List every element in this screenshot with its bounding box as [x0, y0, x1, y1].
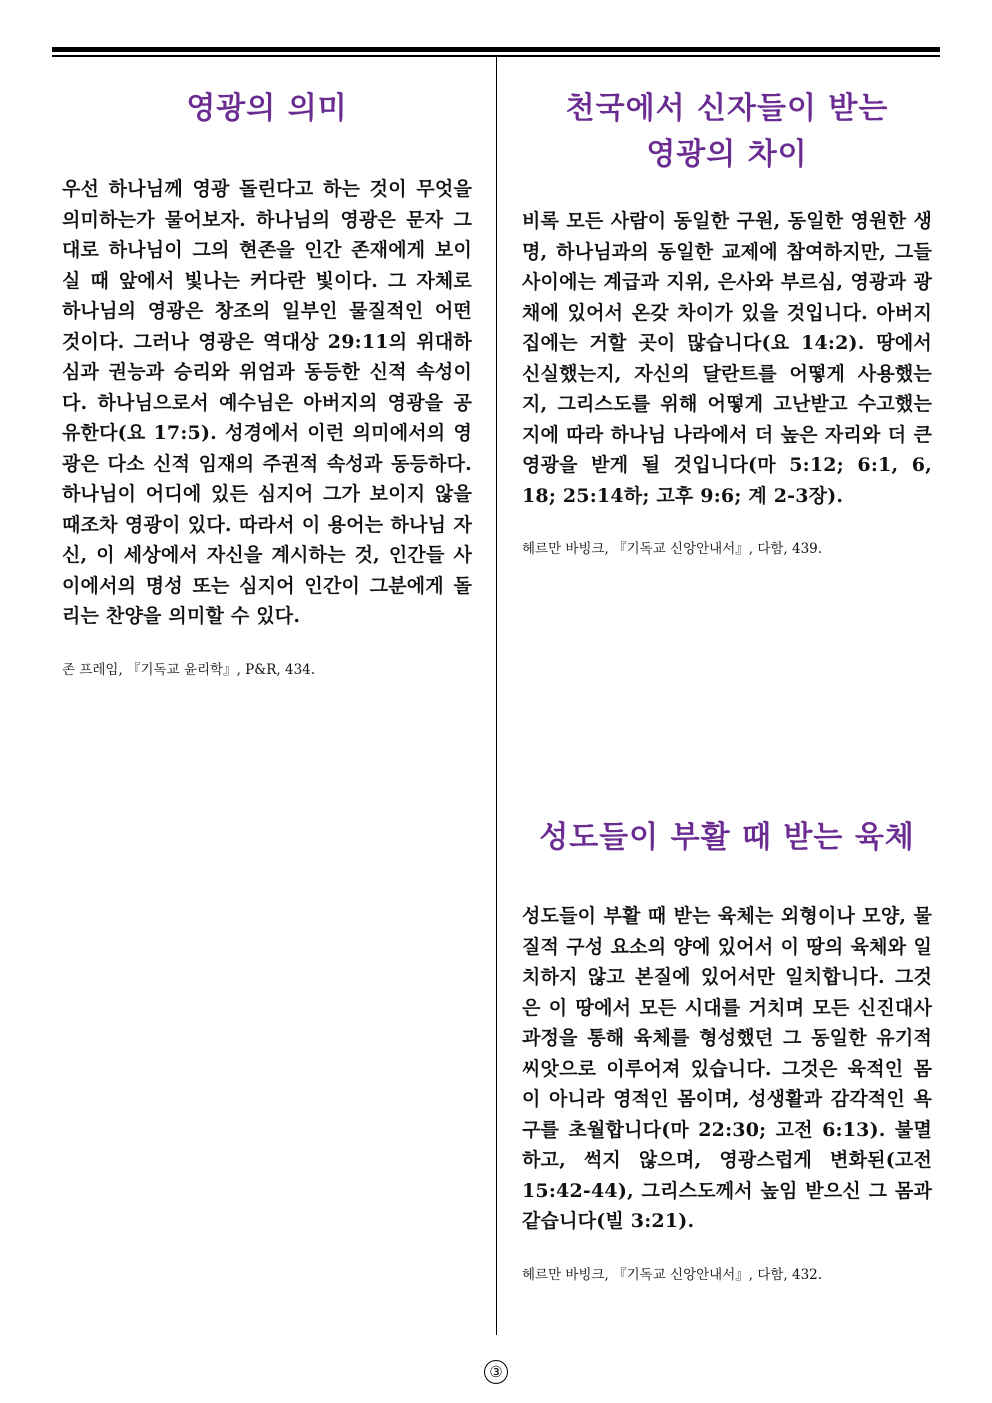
right-top-title-line1: 천국에서 신자들이 받는 [565, 91, 889, 126]
right-top-article [522, 86, 932, 557]
left-article-body: 우선 하나님께 영광 돌린다고 하는 것이 무엇을 의미하는가 물어보자. 하나님의 영광은 문자 그대로 하나님이 그의 현존을 인간 존재에게 보이실 때 앞에서 빛나는 커다란 빛이다. 그 자체로 하나님의 영광은 창조의 일부인 물질적인 어떤 것이다. 그러나 영광은 역대상 29:11의 위대하심과 권능과 승리와 위엄과 동등한 신적 속성이다. 하나님으로서 예수님은 아버지의 영광을 공유한다(요 17:5). 성경에서 이런 의미에서의 영광은 다소 신적 임재의 주권적 속성과 동등하다. 하나님이 어디에 있든 심지어 그가 보이지 않을 때조차 영광이 있다. 따라서 이 용어는 하나님 자신, 이 세상에서 자신을 계시하는 것, 인간들 사이에서의 명성 또는 심지어 인간이 그분에게 돌리는 찬양을 의미할 수 있다. [62, 178, 472, 627]
top-rule-thick [52, 47, 940, 52]
column-divider [496, 57, 497, 1335]
right-bottom-article-title: 성도들이 부활 때 받는 육체 [539, 820, 915, 855]
right-top-article-title [522, 86, 932, 178]
page-number: ③ [484, 1360, 508, 1384]
right-bottom-article [522, 815, 932, 1283]
left-article-title: 영광의 의미 [186, 91, 348, 126]
left-article [62, 86, 472, 678]
right-top-article-citation: 헤르만 바빙크, 『기독교 신앙안내서』, 다함, 439. [522, 541, 823, 557]
right-top-title-line2: 영광의 차이 [646, 137, 808, 172]
right-top-article-body: 비록 모든 사람이 동일한 구원, 동일한 영원한 생명, 하나님과의 동일한 교제에 참여하지만, 그들 사이에는 계급과 지위, 은사와 부르심, 영광과 광채에 있어서 온갖 차이가 있을 것입니다. 아버지 집에는 거할 곳이 많습니다(요 14:2). 땅에서 신실했는지, 자신의 달란트를 어떻게 사용했는지, 그리스도를 위해 어떻게 고난받고 수고했는지에 따라 하나님 나라에서 더 높은 자리와 더 큰 영광을 받게 될 것입니다(마 5:12; 6:1, 6, 18; 25:14하; 고후 9:6; 계 2-3장). [522, 210, 932, 507]
left-article-citation: 존 프레임, 『기독교 윤리학』, P&R, 434. [62, 661, 316, 678]
right-bottom-article-citation: 헤르만 바빙크, 『기독교 신앙안내서』, 다함, 432. [522, 1266, 823, 1283]
right-bottom-article-body: 성도들이 부활 때 받는 육체는 외형이나 모양, 물질적 구성 요소의 양에 있어서 이 땅의 육체와 일치하지 않고 본질에 있어서만 일치합니다. 그것은 이 땅에서 모든 시대를 거치며 모든 신진대사 과정을 통해 육체를 형성했던 그 동일한 유기적 씨앗으로 이루어져 있습니다. 그것은 육적인 몸이 아니라 영적인 몸이며, 성생활과 감각적인 욕구를 초월합니다(마 22:30; 고전 6:13). 불멸하고, 썩지 않으며, 영광스럽게 변화된(고전 15:42-44), 그리스도께서 높임 받으신 그 몸과 같습니다(빌 3:21). [522, 905, 932, 1232]
